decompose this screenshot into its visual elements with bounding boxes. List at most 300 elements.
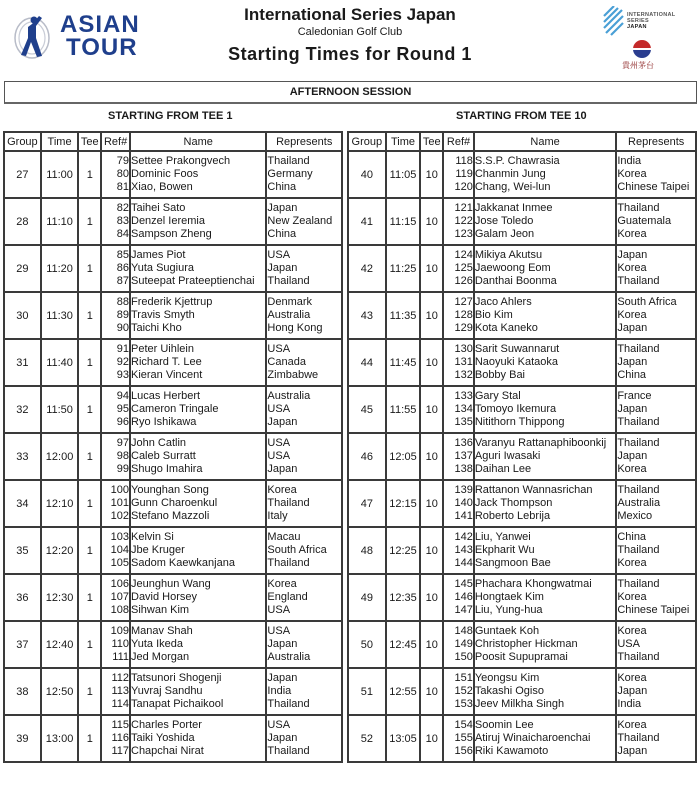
- ref-number: 99: [116, 463, 129, 475]
- player-country: Japan: [267, 638, 298, 650]
- player-country: China: [267, 228, 297, 240]
- player-name: Jaco Ahlers: [474, 296, 532, 308]
- is-line-3: JAPAN: [627, 24, 647, 30]
- tee-time: 11:50: [41, 386, 79, 433]
- group-number: 33: [4, 433, 41, 480]
- player-country: Zimbabwe: [267, 369, 319, 381]
- ref-number: 105: [110, 557, 129, 569]
- ref-cell: [101, 668, 130, 715]
- player-country: Hong Kong: [267, 322, 323, 334]
- table-row: [348, 433, 696, 480]
- represents-cell: [266, 480, 342, 527]
- group-number: 44: [348, 339, 386, 386]
- ref-number: 155: [454, 732, 473, 744]
- player-name: Nitithorn Thippong: [474, 416, 565, 428]
- tee-time: 11:40: [41, 339, 79, 386]
- is-line-1: INTERNATIONAL: [627, 12, 676, 18]
- player-name: Ryo Ishikawa: [131, 416, 197, 428]
- player-name: Ekpharit Wu: [474, 544, 535, 556]
- tee-number: 10: [420, 339, 443, 386]
- player-country: Italy: [267, 510, 288, 522]
- ref-number: 140: [454, 497, 473, 509]
- player-country: Thailand: [617, 343, 660, 355]
- player-name: Cameron Tringale: [131, 403, 219, 415]
- ref-number: 115: [111, 719, 129, 731]
- table-row: [348, 527, 696, 574]
- ref-number: 92: [116, 356, 129, 368]
- player-name: Peter Uihlein: [131, 343, 194, 355]
- ref-number: 139: [454, 484, 473, 496]
- col-tee: Tee: [420, 132, 443, 151]
- player-country: Japan: [617, 450, 648, 462]
- player-country: Japan: [617, 685, 648, 697]
- player-country: Korea: [617, 591, 647, 603]
- represents-cell: [266, 574, 342, 621]
- player-name: Yuta Ikeda: [131, 638, 183, 650]
- tee-time: 12:35: [386, 574, 421, 621]
- player-country: South Africa: [617, 296, 677, 308]
- ref-number: 152: [454, 685, 473, 697]
- ref-cell: [101, 245, 130, 292]
- player-name: Yeongsu Kim: [474, 672, 540, 684]
- tee-number: 10: [420, 292, 443, 339]
- ref-number: 148: [454, 625, 473, 637]
- group-number: 32: [4, 386, 41, 433]
- tee-number: 1: [78, 621, 101, 668]
- player-name: Atiruj Winaicharoenchai: [474, 732, 591, 744]
- tee-time: 12:05: [386, 433, 421, 480]
- name-cell: [130, 527, 266, 574]
- player-country: Thailand: [617, 202, 660, 214]
- player-name: Xiao, Bowen: [131, 181, 193, 193]
- table-row: [348, 198, 696, 245]
- ref-number: 101: [110, 497, 129, 509]
- name-cell: [474, 198, 616, 245]
- player-country: Korea: [617, 168, 647, 180]
- player-country: Korea: [617, 228, 647, 240]
- player-name: Yuvraj Sandhu: [131, 685, 203, 697]
- name-cell: [130, 621, 266, 668]
- ref-number: 97: [116, 437, 129, 449]
- player-country: Thailand: [267, 275, 310, 287]
- group-number: 36: [4, 574, 41, 621]
- table-row: [4, 574, 342, 621]
- ref-number: 147: [454, 604, 473, 616]
- tee-time: 12:10: [41, 480, 79, 527]
- asian-tour-logo: [10, 10, 160, 62]
- ref-number: 129: [454, 322, 473, 334]
- player-name: Settee Prakongvech: [131, 155, 231, 167]
- player-name: Riki Kawamoto: [474, 745, 549, 757]
- title-block: [200, 4, 500, 66]
- table-row: [348, 480, 696, 527]
- international-series-logo: [600, 4, 696, 76]
- ref-number: 96: [116, 416, 129, 428]
- player-name: Taiki Yoshida: [131, 732, 195, 744]
- player-country: Macau: [267, 531, 301, 543]
- represents-cell: [266, 245, 342, 292]
- ref-cell: [101, 621, 130, 668]
- ref-cell: [101, 433, 130, 480]
- player-name: Caleb Surratt: [131, 450, 196, 462]
- table-row: [4, 668, 342, 715]
- ref-cell: [443, 715, 474, 762]
- asian-tour-wordmark: [60, 13, 140, 59]
- represents-cell: [616, 715, 696, 762]
- name-cell: [130, 480, 266, 527]
- player-name: Christopher Hickman: [474, 638, 578, 650]
- player-country: China: [617, 531, 647, 543]
- player-country: India: [617, 698, 642, 710]
- ref-number: 100: [110, 484, 129, 496]
- player-country: Germany: [267, 168, 313, 180]
- player-name: Taihei Sato: [131, 202, 186, 214]
- player-name: James Piot: [131, 249, 186, 261]
- player-country: Japan: [617, 403, 648, 415]
- group-number: 49: [348, 574, 386, 621]
- sponsor-badge-icon: [633, 40, 651, 58]
- ref-number: 89: [116, 309, 129, 321]
- player-name: Varanyu Rattanaphiboonkij: [474, 437, 607, 449]
- name-cell: [130, 151, 266, 198]
- ref-cell: [443, 433, 474, 480]
- table-row: [4, 339, 342, 386]
- represents-cell: [266, 621, 342, 668]
- tee1-table: [3, 131, 343, 763]
- player-name: David Horsey: [131, 591, 198, 603]
- represents-cell: [616, 480, 696, 527]
- player-name: Jed Morgan: [131, 651, 190, 663]
- tee-number: 1: [78, 292, 101, 339]
- player-country: Australia: [267, 651, 311, 663]
- table-row: [4, 433, 342, 480]
- ref-cell: [443, 574, 474, 621]
- ref-number: 128: [454, 309, 473, 321]
- player-country: USA: [267, 343, 291, 355]
- represents-cell: [266, 668, 342, 715]
- tee-number: 1: [78, 386, 101, 433]
- ref-number: 120: [454, 181, 473, 193]
- ref-number: 141: [454, 510, 473, 522]
- ref-cell: [443, 339, 474, 386]
- player-name: Jack Thompson: [474, 497, 553, 509]
- player-name: Suteepat Prateeptienchai: [131, 275, 255, 287]
- ref-number: 93: [116, 369, 129, 381]
- tee-number: 1: [78, 245, 101, 292]
- player-country: Korea: [617, 309, 647, 321]
- col-name: Name: [474, 132, 616, 151]
- tee-time: 11:45: [386, 339, 421, 386]
- name-cell: [130, 668, 266, 715]
- player-name: Yuta Sugiura: [131, 262, 194, 274]
- player-country: France: [617, 390, 652, 402]
- tee-number: 1: [78, 433, 101, 480]
- name-cell: [474, 668, 616, 715]
- name-cell: [130, 198, 266, 245]
- player-country: Thailand: [267, 745, 310, 757]
- ref-number: 80: [116, 168, 129, 180]
- session-banner: AFTERNOON SESSION: [4, 81, 697, 104]
- player-name: Aguri Iwasaki: [474, 450, 541, 462]
- tee-time: 11:05: [386, 151, 421, 198]
- player-name: Travis Smyth: [131, 309, 195, 321]
- ref-number: 104: [110, 544, 129, 556]
- ref-cell: [443, 527, 474, 574]
- player-country: USA: [267, 249, 291, 261]
- represents-cell: [616, 151, 696, 198]
- represents-cell: [266, 292, 342, 339]
- player-name: Jeev Milkha Singh: [474, 698, 565, 710]
- player-country: Japan: [267, 672, 298, 684]
- ref-cell: [443, 386, 474, 433]
- player-country: USA: [267, 625, 291, 637]
- table-row: [4, 527, 342, 574]
- player-name: Sadom Kaewkanjana: [131, 557, 235, 569]
- ref-number: 132: [454, 369, 473, 381]
- player-name: Liu, Yanwei: [474, 531, 531, 543]
- table-row: [4, 621, 342, 668]
- tee-time: 11:20: [41, 245, 79, 292]
- player-name: Jaewoong Eom: [474, 262, 551, 274]
- ref-number: 156: [454, 745, 473, 757]
- ref-number: 118: [455, 155, 473, 167]
- group-number: 31: [4, 339, 41, 386]
- group-number: 28: [4, 198, 41, 245]
- player-country: Thailand: [617, 416, 660, 428]
- ref-number: 146: [454, 591, 473, 603]
- name-cell: [474, 245, 616, 292]
- tee-number: 1: [78, 668, 101, 715]
- player-country: Thailand: [617, 484, 660, 496]
- player-name: Charles Porter: [131, 719, 202, 731]
- table-row: [4, 386, 342, 433]
- col-represents: Represents: [616, 132, 696, 151]
- group-number: 39: [4, 715, 41, 762]
- event-title: International Series Japan: [244, 5, 456, 24]
- player-name: Frederik Kjettrup: [131, 296, 213, 308]
- name-cell: [130, 715, 266, 762]
- player-country: USA: [267, 719, 291, 731]
- document-header: [0, 0, 700, 78]
- player-name: Bobby Bai: [474, 369, 526, 381]
- player-name: Kota Kaneko: [474, 322, 538, 334]
- group-number: 43: [348, 292, 386, 339]
- player-name: Taichi Kho: [131, 322, 182, 334]
- player-country: Thailand: [617, 544, 660, 556]
- tee-number: 10: [420, 480, 443, 527]
- ref-cell: [101, 574, 130, 621]
- ref-number: 130: [454, 343, 473, 355]
- player-country: Korea: [617, 557, 647, 569]
- player-name: Dominic Foos: [131, 168, 199, 180]
- tee-number: 1: [78, 527, 101, 574]
- ref-number: 107: [110, 591, 129, 603]
- player-country: Japan: [267, 262, 298, 274]
- represents-cell: [266, 198, 342, 245]
- ref-cell: [443, 480, 474, 527]
- tee-time: 11:35: [386, 292, 421, 339]
- col-name: Name: [130, 132, 266, 151]
- group-number: 41: [348, 198, 386, 245]
- player-name: Jakkanat Inmee: [474, 202, 553, 214]
- ref-cell: [443, 668, 474, 715]
- represents-cell: [616, 198, 696, 245]
- ref-number: 95: [116, 403, 129, 415]
- ref-cell: [101, 292, 130, 339]
- represents-cell: [616, 245, 696, 292]
- tee-time: 12:00: [41, 433, 79, 480]
- player-name: Gary Stal: [474, 390, 521, 402]
- player-country: India: [617, 155, 642, 167]
- player-name: Gunn Charoenkul: [131, 497, 218, 509]
- ref-number: 114: [111, 698, 129, 710]
- ref-number: 134: [454, 403, 473, 415]
- player-country: Thailand: [617, 732, 660, 744]
- represents-cell: [266, 151, 342, 198]
- tee1-heading: STARTING FROM TEE 1: [108, 110, 233, 122]
- tee-number: 10: [420, 621, 443, 668]
- name-cell: [130, 292, 266, 339]
- player-name: Jbe Kruger: [131, 544, 185, 556]
- international-series-text: [627, 12, 675, 30]
- player-name: Kieran Vincent: [131, 369, 203, 381]
- tee-time: 11:00: [41, 151, 79, 198]
- ref-number: 79: [116, 155, 129, 167]
- col-time: Time: [386, 132, 421, 151]
- ref-number: 108: [110, 604, 129, 616]
- col-group: Group: [4, 132, 41, 151]
- represents-cell: [266, 386, 342, 433]
- ref-cell: [101, 527, 130, 574]
- group-number: 37: [4, 621, 41, 668]
- ref-number: 109: [110, 625, 129, 637]
- tee-number: 10: [420, 668, 443, 715]
- table-row: [348, 339, 696, 386]
- player-country: Thailand: [617, 578, 660, 590]
- tee-number: 10: [420, 715, 443, 762]
- player-country: Mexico: [617, 510, 653, 522]
- table-row: [348, 621, 696, 668]
- player-country: Thailand: [617, 651, 660, 663]
- player-name: Guntaek Koh: [474, 625, 540, 637]
- ref-number: 81: [116, 181, 129, 193]
- represents-cell: [616, 668, 696, 715]
- ref-number: 90: [116, 322, 129, 334]
- tee-time: 12:45: [386, 621, 421, 668]
- represents-cell: [616, 433, 696, 480]
- ref-cell: [101, 339, 130, 386]
- represents-cell: [266, 339, 342, 386]
- player-country: Japan: [267, 416, 298, 428]
- ref-number: 98: [116, 450, 129, 462]
- player-name: Lucas Herbert: [131, 390, 201, 402]
- table-row: [348, 574, 696, 621]
- ref-cell: [101, 715, 130, 762]
- ref-number: 87: [116, 275, 129, 287]
- tee-time: 12:40: [41, 621, 79, 668]
- tee-number: 1: [78, 198, 101, 245]
- page-title: Starting Times for Round 1: [228, 44, 472, 64]
- group-number: 27: [4, 151, 41, 198]
- player-name: Liu, Yung-hua: [474, 604, 543, 616]
- tee-time: 11:10: [41, 198, 79, 245]
- player-name: Rattanon Wannasrichan: [474, 484, 593, 496]
- player-country: Korea: [617, 463, 647, 475]
- represents-cell: [616, 574, 696, 621]
- ref-number: 126: [454, 275, 473, 287]
- ref-number: 116: [111, 732, 129, 744]
- group-number: 52: [348, 715, 386, 762]
- col-ref: Ref#: [443, 132, 474, 151]
- ref-cell: [443, 198, 474, 245]
- ref-number: 112: [111, 672, 129, 684]
- player-name: Manav Shah: [131, 625, 193, 637]
- player-name: Jeunghun Wang: [131, 578, 211, 590]
- table-row: [4, 292, 342, 339]
- tee10-heading: STARTING FROM TEE 10: [456, 110, 587, 122]
- player-country: Guatemala: [617, 215, 672, 227]
- ref-number: 131: [454, 356, 473, 368]
- player-country: Thailand: [617, 437, 660, 449]
- ref-number: 145: [454, 578, 473, 590]
- name-cell: [130, 433, 266, 480]
- table-header-row: [348, 132, 696, 151]
- name-cell: [474, 433, 616, 480]
- player-name: Takashi Ogiso: [474, 685, 544, 697]
- name-cell: [474, 480, 616, 527]
- ref-cell: [101, 198, 130, 245]
- table-row: [4, 151, 342, 198]
- represents-cell: [616, 621, 696, 668]
- tee-number: 10: [420, 574, 443, 621]
- player-country: China: [267, 181, 297, 193]
- player-country: Japan: [617, 745, 648, 757]
- player-country: Thailand: [617, 275, 660, 287]
- ref-number: 122: [454, 215, 473, 227]
- international-series-stripes-icon: [602, 6, 624, 36]
- player-name: S.S.P. Chawrasia: [474, 155, 560, 167]
- tee-number: 10: [420, 527, 443, 574]
- tee-number: 1: [78, 480, 101, 527]
- ref-number: 138: [454, 463, 473, 475]
- player-country: Korea: [617, 672, 647, 684]
- group-number: 45: [348, 386, 386, 433]
- tee-number: 10: [420, 433, 443, 480]
- player-country: Thailand: [267, 155, 310, 167]
- ref-number: 150: [454, 651, 473, 663]
- ref-number: 153: [454, 698, 473, 710]
- tee-time: 11:25: [386, 245, 421, 292]
- player-name: Jose Toledo: [474, 215, 534, 227]
- col-tee: Tee: [78, 132, 101, 151]
- player-country: Japan: [267, 463, 298, 475]
- player-name: Daihan Lee: [474, 463, 532, 475]
- tee-time: 12:50: [41, 668, 79, 715]
- player-country: Korea: [267, 484, 297, 496]
- player-name: Tanapat Pichaikool: [131, 698, 224, 710]
- tee-number: 10: [420, 245, 443, 292]
- player-name: Chapchai Nirat: [131, 745, 204, 757]
- tee-time: 11:15: [386, 198, 421, 245]
- player-country: Thailand: [267, 497, 310, 509]
- group-number: 34: [4, 480, 41, 527]
- table-row: [4, 480, 342, 527]
- col-group: Group: [348, 132, 386, 151]
- player-country: Thailand: [267, 698, 310, 710]
- tee-number: 1: [78, 339, 101, 386]
- ref-number: 135: [454, 416, 473, 428]
- ref-cell: [443, 245, 474, 292]
